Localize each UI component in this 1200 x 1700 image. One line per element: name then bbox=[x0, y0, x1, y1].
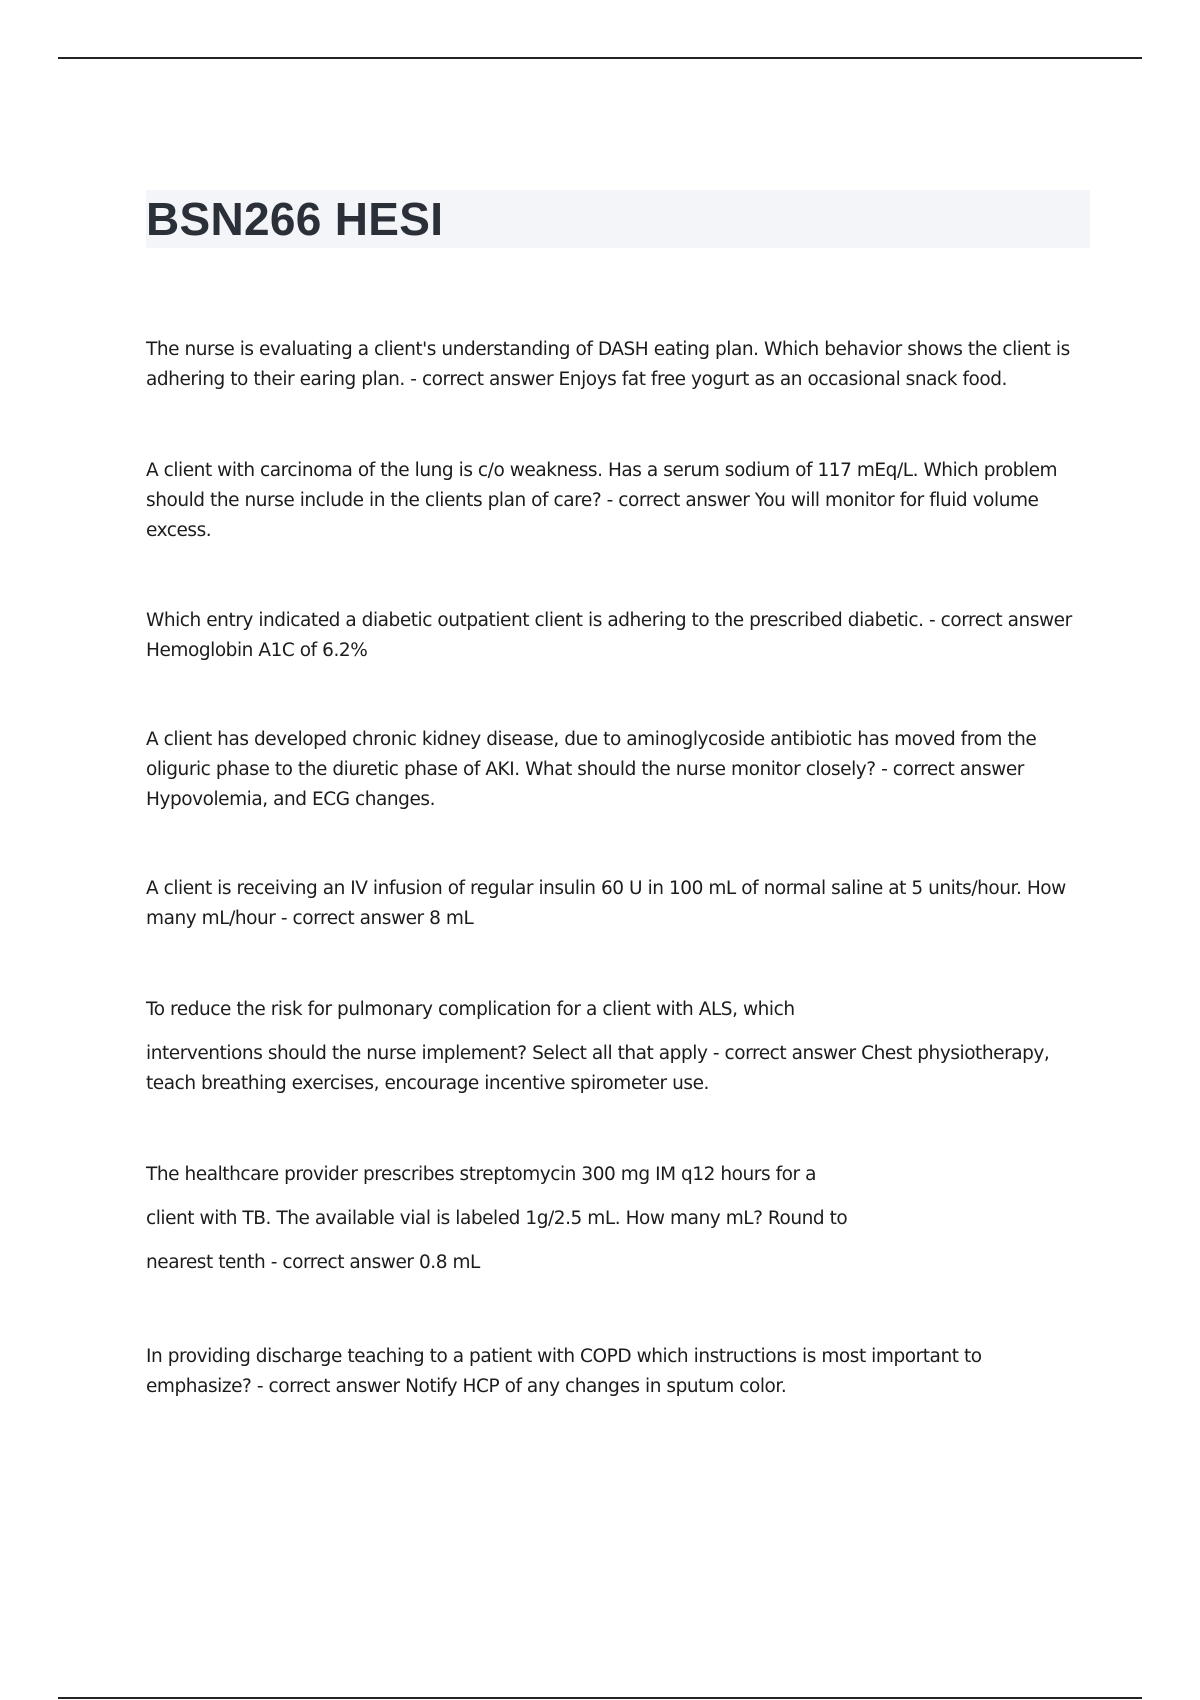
qa-line: To reduce the risk for pulmonary complication for a client with ALS, which bbox=[146, 999, 795, 1020]
qa-line: nearest tenth - correct answer 0.8 mL bbox=[146, 1252, 480, 1273]
qa-item-7 bbox=[146, 1160, 1090, 1278]
qa-line: Hemoglobin A1C of 6.2% bbox=[146, 640, 368, 661]
qa-line: The healthcare provider prescribes streptomycin 300 mg IM q12 hours for a bbox=[146, 1164, 816, 1185]
qa-line: In providing discharge teaching to a patient with COPD which instructions is most important to bbox=[146, 1346, 982, 1367]
qa-line: adhering to their earing plan. - correct answer Enjoys fat free yogurt as an occasional snack food. bbox=[146, 369, 1007, 390]
qa-item-5 bbox=[146, 874, 1090, 934]
qa-line: A client has developed chronic kidney disease, due to aminoglycoside antibiotic has moved from the bbox=[146, 729, 1037, 750]
qa-line: oliguric phase to the diuretic phase of AKI. What should the nurse monitor closely? - correct answer bbox=[146, 759, 1024, 780]
qa-line: emphasize? - correct answer Notify HCP of any changes in sputum color. bbox=[146, 1376, 787, 1397]
qa-line: teach breathing exercises, encourage incentive spirometer use. bbox=[146, 1073, 709, 1094]
document-title: BSN266 HESI bbox=[146, 193, 444, 245]
qa-line: many mL/hour - correct answer 8 mL bbox=[146, 908, 474, 929]
qa-line: excess. bbox=[146, 520, 212, 541]
qa-line: A client is receiving an IV infusion of regular insulin 60 U in 100 mL of normal saline at 5 units/hour. How bbox=[146, 878, 1066, 899]
qa-line: should the nurse include in the clients plan of care? - correct answer You will monitor for fluid volume bbox=[146, 490, 1039, 511]
bottom-rule bbox=[58, 1697, 1142, 1699]
qa-item-6 bbox=[146, 995, 1090, 1099]
qa-item-1 bbox=[146, 335, 1090, 395]
qa-item-4 bbox=[146, 725, 1090, 815]
qa-item-2 bbox=[146, 456, 1090, 546]
qa-line: interventions should the nurse implement? Select all that apply - correct answer Chest physiotherapy, bbox=[146, 1043, 1050, 1064]
top-rule bbox=[58, 57, 1142, 59]
qa-item-8 bbox=[146, 1342, 1090, 1402]
qa-line: client with TB. The available vial is labeled 1g/2.5 mL. How many mL? Round to bbox=[146, 1208, 848, 1229]
qa-line: A client with carcinoma of the lung is c/o weakness. Has a serum sodium of 117 mEq/L. Which problem bbox=[146, 460, 1058, 481]
qa-item-3 bbox=[146, 606, 1090, 666]
qa-line: Hypovolemia, and ECG changes. bbox=[146, 789, 436, 810]
qa-line: Which entry indicated a diabetic outpatient client is adhering to the prescribed diabetic. - correct answer bbox=[146, 610, 1072, 631]
qa-line: The nurse is evaluating a client's understanding of DASH eating plan. Which behavior shows the client is bbox=[146, 339, 1070, 360]
